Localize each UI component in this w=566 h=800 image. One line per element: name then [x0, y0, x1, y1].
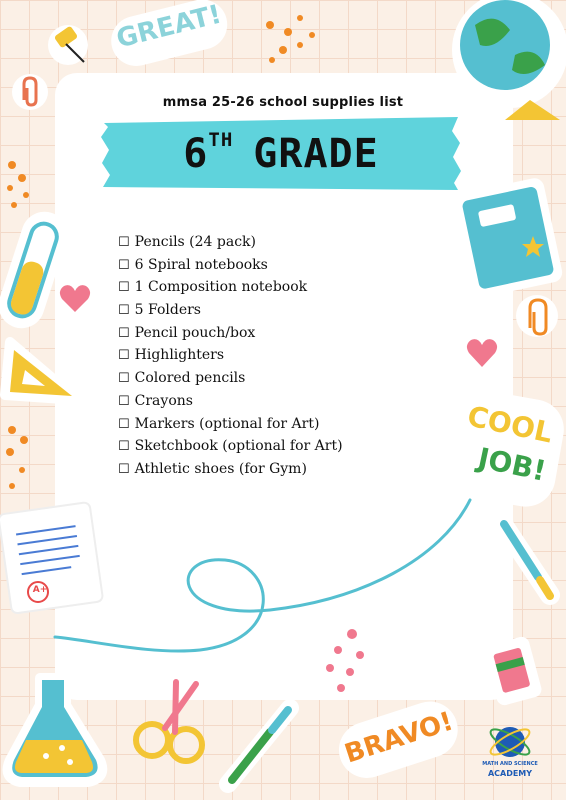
dots-icon	[6, 426, 28, 489]
checkbox-icon: ☐	[118, 439, 130, 455]
squiggle-line	[55, 500, 470, 651]
logo-text	[470, 760, 550, 778]
supply-label: Colored pencils	[134, 370, 246, 387]
checkbox-icon: ☐	[118, 257, 130, 273]
paperclip-icon	[12, 74, 48, 110]
checkbox-icon: ☐	[118, 393, 130, 409]
great-label: GREAT!	[113, 0, 225, 55]
crayon-icon	[483, 635, 543, 707]
checkbox-icon: ☐	[118, 461, 130, 477]
checkbox-icon: ☐	[118, 325, 130, 341]
job-label: JOB!	[475, 441, 549, 488]
logo-line1: MATH AND SCIENCE	[482, 761, 538, 767]
dots-icon	[7, 161, 29, 208]
checkbox-icon: ☐	[118, 371, 130, 387]
paintbrush-icon	[228, 708, 290, 784]
grade-word: GRADE	[253, 130, 379, 177]
flask-icon	[8, 678, 103, 782]
push-pin-icon	[48, 25, 88, 65]
checkbox-icon: ☐	[118, 348, 130, 364]
grade-suffix: TH	[208, 128, 234, 151]
grade-mark-label: A+	[32, 585, 48, 595]
checkbox-icon: ☐	[118, 416, 130, 432]
triangle-ruler-icon	[5, 342, 78, 400]
logo-line2: ACADEMY	[487, 769, 533, 778]
supply-label: Pencils (24 pack)	[134, 234, 257, 250]
test-tube-icon	[0, 206, 73, 334]
paperclip-icon	[516, 295, 558, 337]
checkbox-icon: ☐	[118, 303, 130, 319]
supply-label: 5 Folders	[134, 302, 201, 319]
scissors-icon	[136, 682, 202, 761]
checkbox-icon: ☐	[118, 280, 130, 296]
supply-label: Sketchbook (optional for Art)	[134, 438, 343, 455]
checkbox-icon: ☐	[118, 235, 130, 250]
supply-label: Pencil pouch/box	[134, 324, 256, 341]
supply-label: Crayons	[134, 392, 193, 409]
heart-icon	[462, 332, 502, 372]
supply-label: Highlighters	[134, 347, 225, 364]
supply-label: Markers (optional for Art)	[134, 415, 320, 432]
heart-icon	[56, 279, 94, 317]
test-paper-icon	[0, 502, 103, 614]
academy-logo	[487, 725, 532, 759]
paintbrush-icon	[500, 520, 550, 596]
dots-icon	[326, 629, 364, 692]
page-title: mmsa 25-26 school supplies list	[162, 95, 404, 110]
bravo-label: BRAVO!	[341, 706, 457, 770]
supply-label: Athletic shoes (for Gym)	[134, 460, 307, 477]
supply-label: 6 Spiral notebooks	[134, 256, 268, 273]
cool-label: COOL	[464, 399, 556, 450]
supply-label: 1 Composition notebook	[134, 279, 308, 296]
globe-icon	[452, 0, 566, 120]
notebook-icon	[450, 176, 564, 299]
grade-number: 6	[183, 130, 209, 177]
dots-icon	[266, 15, 315, 63]
